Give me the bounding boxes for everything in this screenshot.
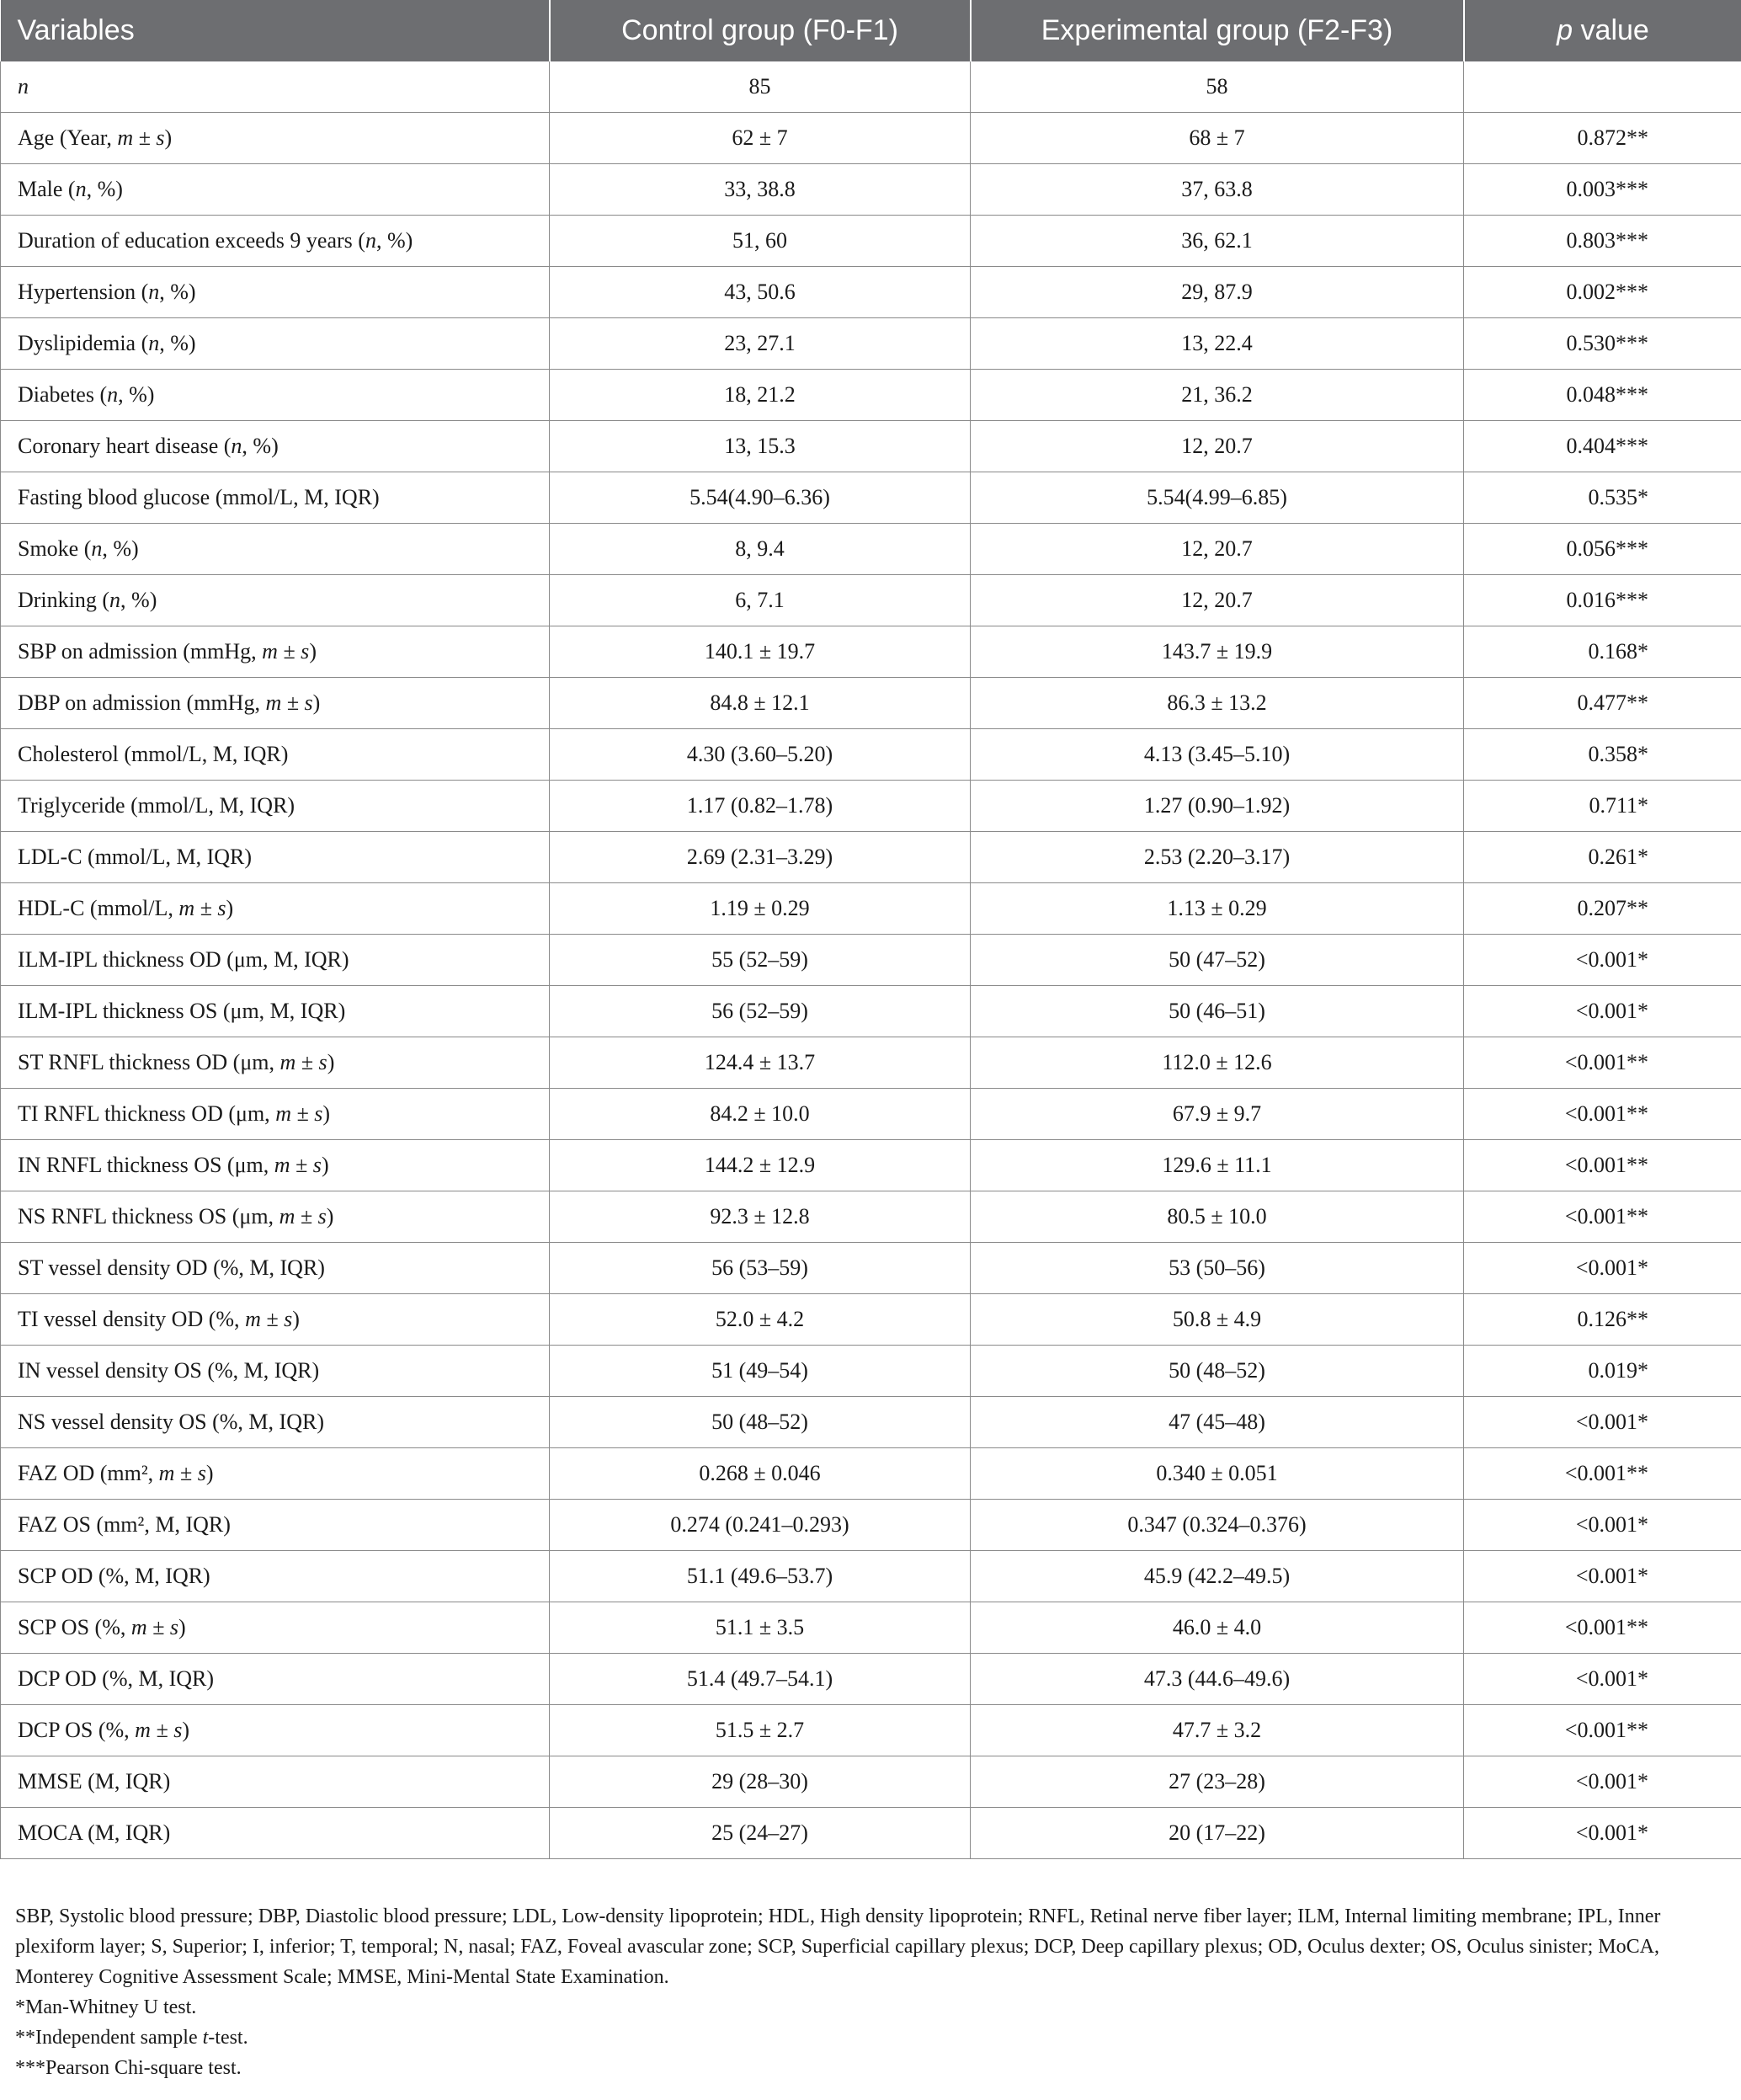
variable-suffix: ) bbox=[205, 1461, 214, 1485]
variable-italic: m ± s bbox=[130, 1615, 179, 1639]
cell-variable bbox=[1, 370, 550, 421]
variable-italic: n bbox=[75, 177, 87, 201]
cell-p-value: <0.001** bbox=[1464, 1037, 1741, 1089]
table-row bbox=[1, 1191, 1741, 1243]
cell-p-value bbox=[1464, 61, 1741, 113]
variable-text: Triglyceride (mmol/L, M, IQR) bbox=[18, 793, 295, 818]
cell-experimental: 0.340 ± 0.051 bbox=[971, 1448, 1464, 1500]
variable-suffix: ) bbox=[292, 1307, 300, 1331]
cell-control: 2.69 (2.31–3.29) bbox=[550, 832, 971, 883]
cell-p-value: 0.016*** bbox=[1464, 575, 1741, 626]
footnote-abbreviations: SBP, Systolic blood pressure; DBP, Diastolic blood pressure; LDL, Low-density lipoprotein; HDL, High density lipoprotein; RNFL, Retinal nerve fiber layer; ILM, Internal limiting membrane; IPL, Inner plexiform layer; S, Superior; I, inferior; T, temporal; N, nasal; FAZ, Foveal avascular zone; SCP, Superficial capillary plexus; DCP, Deep capillary plexus; OD, Oculus dexter; OS, Oculus sinister; MoCA, Monterey Cognitive Assessment Scale; MMSE, Mini-Mental State Examination. bbox=[15, 1905, 1661, 1988]
variable-suffix: ) bbox=[327, 1050, 335, 1074]
variable-text: ILM-IPL thickness OS (μm, M, IQR) bbox=[18, 999, 346, 1023]
variable-text: FAZ OS (mm², M, IQR) bbox=[18, 1512, 231, 1537]
variable-italic: n bbox=[365, 228, 376, 253]
table-row bbox=[1, 164, 1741, 216]
cell-control: 51.4 (49.7–54.1) bbox=[550, 1654, 971, 1705]
cell-experimental: 20 (17–22) bbox=[971, 1808, 1464, 1859]
footnote-double-pre: **Independent sample bbox=[15, 2027, 203, 2049]
table-footnotes bbox=[15, 1901, 1724, 2083]
cell-p-value: <0.001* bbox=[1464, 1551, 1741, 1602]
cell-p-value: 0.019* bbox=[1464, 1346, 1741, 1397]
cell-p-value: <0.001** bbox=[1464, 1602, 1741, 1654]
variable-italic: n bbox=[18, 74, 29, 99]
table-row bbox=[1, 935, 1741, 986]
table-row bbox=[1, 267, 1741, 318]
cell-variable bbox=[1, 421, 550, 472]
table-header bbox=[1, 0, 1741, 61]
cell-control: 92.3 ± 12.8 bbox=[550, 1191, 971, 1243]
cell-variable bbox=[1, 1140, 550, 1191]
variable-italic: n bbox=[91, 536, 103, 561]
variable-italic: m ± s bbox=[262, 639, 310, 664]
cell-experimental: 27 (23–28) bbox=[971, 1756, 1464, 1808]
cell-p-value: 0.168* bbox=[1464, 626, 1741, 678]
variable-italic: m ± s bbox=[178, 896, 226, 920]
table-row bbox=[1, 1346, 1741, 1397]
cell-control: 124.4 ± 13.7 bbox=[550, 1037, 971, 1089]
table-row bbox=[1, 1037, 1741, 1089]
cell-variable bbox=[1, 986, 550, 1037]
variable-italic: n bbox=[107, 382, 119, 407]
variable-suffix: , %) bbox=[159, 331, 196, 355]
cell-experimental: 1.27 (0.90–1.92) bbox=[971, 781, 1464, 832]
header-variables: Variables bbox=[1, 0, 550, 61]
footnote-double-post: -test. bbox=[208, 2027, 248, 2049]
cell-variable bbox=[1, 1448, 550, 1500]
cell-control: 52.0 ± 4.2 bbox=[550, 1294, 971, 1346]
cell-p-value: <0.001* bbox=[1464, 1397, 1741, 1448]
cell-p-value: <0.001* bbox=[1464, 1243, 1741, 1294]
variable-text: Fasting blood glucose (mmol/L, M, IQR) bbox=[18, 485, 380, 509]
cell-control: 56 (52–59) bbox=[550, 986, 971, 1037]
variable-text: Male ( bbox=[18, 177, 76, 201]
variable-italic: m ± s bbox=[275, 1101, 323, 1126]
cell-experimental: 50 (46–51) bbox=[971, 986, 1464, 1037]
variable-suffix: ) bbox=[312, 690, 321, 715]
cell-experimental: 129.6 ± 11.1 bbox=[971, 1140, 1464, 1191]
table-row bbox=[1, 1602, 1741, 1654]
variable-italic: m ± s bbox=[158, 1461, 206, 1485]
cell-variable bbox=[1, 1500, 550, 1551]
cell-experimental: 143.7 ± 19.9 bbox=[971, 626, 1464, 678]
table-row bbox=[1, 575, 1741, 626]
variable-text: MMSE (M, IQR) bbox=[18, 1769, 171, 1794]
cell-experimental: 53 (50–56) bbox=[971, 1243, 1464, 1294]
cell-control: 43, 50.6 bbox=[550, 267, 971, 318]
cell-control: 51.1 ± 3.5 bbox=[550, 1602, 971, 1654]
cell-control: 84.2 ± 10.0 bbox=[550, 1089, 971, 1140]
footnote-triple-star: ***Pearson Chi-square test. bbox=[15, 2057, 242, 2079]
cell-experimental: 45.9 (42.2–49.5) bbox=[971, 1551, 1464, 1602]
cell-p-value: <0.001** bbox=[1464, 1140, 1741, 1191]
cell-control: 25 (24–27) bbox=[550, 1808, 971, 1859]
cell-experimental: 12, 20.7 bbox=[971, 575, 1464, 626]
variable-italic: m ± s bbox=[135, 1718, 183, 1742]
cell-variable bbox=[1, 1808, 550, 1859]
cell-control: 0.268 ± 0.046 bbox=[550, 1448, 971, 1500]
variable-suffix: ) bbox=[182, 1718, 190, 1742]
cell-experimental: 29, 87.9 bbox=[971, 267, 1464, 318]
cell-p-value: <0.001* bbox=[1464, 935, 1741, 986]
variable-suffix: , %) bbox=[120, 588, 157, 612]
cell-p-value: <0.001* bbox=[1464, 1808, 1741, 1859]
variable-suffix: ) bbox=[321, 1153, 329, 1177]
cell-control: 0.274 (0.241–0.293) bbox=[550, 1500, 971, 1551]
cell-control: 13, 15.3 bbox=[550, 421, 971, 472]
cell-experimental: 50 (48–52) bbox=[971, 1346, 1464, 1397]
table-row bbox=[1, 678, 1741, 729]
cell-variable bbox=[1, 575, 550, 626]
cell-variable bbox=[1, 832, 550, 883]
cell-variable bbox=[1, 1346, 550, 1397]
cell-p-value: 0.404*** bbox=[1464, 421, 1741, 472]
cell-p-value: 0.872** bbox=[1464, 113, 1741, 164]
variable-suffix: ) bbox=[326, 1204, 334, 1229]
cell-variable bbox=[1, 113, 550, 164]
cell-p-value: 0.207** bbox=[1464, 883, 1741, 935]
table-row bbox=[1, 1705, 1741, 1756]
cell-variable bbox=[1, 472, 550, 524]
variable-italic: m ± s bbox=[265, 690, 313, 715]
variable-text: SBP on admission (mmHg, bbox=[18, 639, 263, 664]
table-row bbox=[1, 1654, 1741, 1705]
variable-italic: m ± s bbox=[280, 1050, 327, 1074]
variable-italic: m ± s bbox=[117, 125, 165, 150]
cell-variable bbox=[1, 729, 550, 781]
cell-control: 144.2 ± 12.9 bbox=[550, 1140, 971, 1191]
cell-p-value: 0.048*** bbox=[1464, 370, 1741, 421]
variable-suffix: , %) bbox=[102, 536, 139, 561]
variable-text: MOCA (M, IQR) bbox=[18, 1820, 171, 1845]
cell-control: 56 (53–59) bbox=[550, 1243, 971, 1294]
variable-text: Cholesterol (mmol/L, M, IQR) bbox=[18, 742, 289, 766]
variable-italic: m ± s bbox=[279, 1204, 327, 1229]
table-row bbox=[1, 1808, 1741, 1859]
table-row bbox=[1, 729, 1741, 781]
cell-experimental: 13, 22.4 bbox=[971, 318, 1464, 370]
variable-italic: m ± s bbox=[245, 1307, 293, 1331]
cell-p-value: <0.001* bbox=[1464, 986, 1741, 1037]
cell-experimental: 36, 62.1 bbox=[971, 216, 1464, 267]
table-row bbox=[1, 1756, 1741, 1808]
variable-text: IN RNFL thickness OS (μm, bbox=[18, 1153, 274, 1177]
variable-text: ST vessel density OD (%, M, IQR) bbox=[18, 1255, 325, 1280]
cell-variable bbox=[1, 678, 550, 729]
cell-p-value: <0.001* bbox=[1464, 1756, 1741, 1808]
variable-suffix: ) bbox=[226, 896, 234, 920]
cell-control: 4.30 (3.60–5.20) bbox=[550, 729, 971, 781]
cell-variable bbox=[1, 1602, 550, 1654]
variable-text: DCP OD (%, M, IQR) bbox=[18, 1666, 215, 1691]
cell-variable bbox=[1, 524, 550, 575]
variable-text: NS RNFL thickness OS (μm, bbox=[18, 1204, 280, 1229]
table-row bbox=[1, 626, 1741, 678]
cell-p-value: 0.056*** bbox=[1464, 524, 1741, 575]
cell-variable bbox=[1, 626, 550, 678]
footnote-single-star: *Man-Whitney U test. bbox=[15, 1996, 197, 2018]
cell-p-value: 0.358* bbox=[1464, 729, 1741, 781]
cell-p-value: <0.001* bbox=[1464, 1654, 1741, 1705]
cell-experimental: 0.347 (0.324–0.376) bbox=[971, 1500, 1464, 1551]
cell-control: 85 bbox=[550, 61, 971, 113]
cell-experimental: 80.5 ± 10.0 bbox=[971, 1191, 1464, 1243]
cell-experimental: 2.53 (2.20–3.17) bbox=[971, 832, 1464, 883]
cell-p-value: 0.261* bbox=[1464, 832, 1741, 883]
cell-variable bbox=[1, 1037, 550, 1089]
variable-text: Coronary heart disease ( bbox=[18, 434, 232, 458]
cell-p-value: 0.530*** bbox=[1464, 318, 1741, 370]
cell-variable bbox=[1, 1089, 550, 1140]
table-row bbox=[1, 1397, 1741, 1448]
variable-italic: n bbox=[148, 331, 160, 355]
cell-control: 62 ± 7 bbox=[550, 113, 971, 164]
variable-suffix: ) bbox=[178, 1615, 186, 1639]
variable-suffix: , %) bbox=[375, 228, 413, 253]
cell-experimental: 47 (45–48) bbox=[971, 1397, 1464, 1448]
cell-control: 55 (52–59) bbox=[550, 935, 971, 986]
variable-text: HDL-C (mmol/L, bbox=[18, 896, 179, 920]
cell-experimental: 50 (47–52) bbox=[971, 935, 1464, 986]
cell-variable bbox=[1, 164, 550, 216]
cell-p-value: 0.003*** bbox=[1464, 164, 1741, 216]
cell-experimental: 12, 20.7 bbox=[971, 421, 1464, 472]
variable-text: Duration of education exceeds 9 years ( bbox=[18, 228, 365, 253]
cell-variable bbox=[1, 1551, 550, 1602]
cell-control: 84.8 ± 12.1 bbox=[550, 678, 971, 729]
cell-experimental: 4.13 (3.45–5.10) bbox=[971, 729, 1464, 781]
cell-control: 5.54(4.90–6.36) bbox=[550, 472, 971, 524]
table-row bbox=[1, 1448, 1741, 1500]
variable-text: ILM-IPL thickness OD (μm, M, IQR) bbox=[18, 947, 349, 972]
cell-control: 51, 60 bbox=[550, 216, 971, 267]
cell-variable bbox=[1, 318, 550, 370]
cell-variable bbox=[1, 1191, 550, 1243]
cell-experimental: 37, 63.8 bbox=[971, 164, 1464, 216]
cell-variable bbox=[1, 1294, 550, 1346]
table-row bbox=[1, 421, 1741, 472]
table-row bbox=[1, 370, 1741, 421]
table-row bbox=[1, 781, 1741, 832]
variable-text: FAZ OD (mm², bbox=[18, 1461, 159, 1485]
header-p-italic: p bbox=[1557, 14, 1573, 46]
cell-control: 8, 9.4 bbox=[550, 524, 971, 575]
table-row bbox=[1, 318, 1741, 370]
variable-text: LDL-C (mmol/L, M, IQR) bbox=[18, 845, 253, 869]
cell-variable bbox=[1, 216, 550, 267]
variable-suffix: ) bbox=[309, 639, 317, 664]
table-row bbox=[1, 986, 1741, 1037]
cell-variable bbox=[1, 267, 550, 318]
cell-experimental: 68 ± 7 bbox=[971, 113, 1464, 164]
variable-text: Age (Year, bbox=[18, 125, 118, 150]
cell-variable bbox=[1, 883, 550, 935]
cell-experimental: 47.7 ± 3.2 bbox=[971, 1705, 1464, 1756]
cell-control: 51.5 ± 2.7 bbox=[550, 1705, 971, 1756]
cell-control: 1.17 (0.82–1.78) bbox=[550, 781, 971, 832]
table-row bbox=[1, 1089, 1741, 1140]
table-body bbox=[1, 61, 1741, 1859]
cell-control: 51 (49–54) bbox=[550, 1346, 971, 1397]
variable-text: Smoke ( bbox=[18, 536, 92, 561]
cell-experimental: 58 bbox=[971, 61, 1464, 113]
variable-text: TI vessel density OD (%, bbox=[18, 1307, 246, 1331]
variable-suffix: , %) bbox=[86, 177, 123, 201]
cell-experimental: 1.13 ± 0.29 bbox=[971, 883, 1464, 935]
variable-text: NS vessel density OS (%, M, IQR) bbox=[18, 1410, 324, 1434]
variable-text: Dyslipidemia ( bbox=[18, 331, 149, 355]
cell-variable bbox=[1, 1654, 550, 1705]
cell-experimental: 12, 20.7 bbox=[971, 524, 1464, 575]
table-row bbox=[1, 1551, 1741, 1602]
variable-italic: n bbox=[109, 588, 121, 612]
variable-text: Hypertension ( bbox=[18, 280, 149, 304]
table-row bbox=[1, 472, 1741, 524]
table-row bbox=[1, 113, 1741, 164]
cell-variable bbox=[1, 1756, 550, 1808]
cell-experimental: 112.0 ± 12.6 bbox=[971, 1037, 1464, 1089]
cell-variable bbox=[1, 935, 550, 986]
cell-variable bbox=[1, 1243, 550, 1294]
cell-control: 51.1 (49.6–53.7) bbox=[550, 1551, 971, 1602]
cell-p-value: 0.535* bbox=[1464, 472, 1741, 524]
table-row bbox=[1, 216, 1741, 267]
cell-variable bbox=[1, 61, 550, 113]
cell-variable bbox=[1, 781, 550, 832]
cell-p-value: <0.001* bbox=[1464, 1500, 1741, 1551]
cell-p-value: 0.803*** bbox=[1464, 216, 1741, 267]
table-row bbox=[1, 1140, 1741, 1191]
table-row bbox=[1, 1243, 1741, 1294]
cell-p-value: <0.001** bbox=[1464, 1705, 1741, 1756]
cell-p-value: <0.001** bbox=[1464, 1448, 1741, 1500]
cell-p-value: 0.477** bbox=[1464, 678, 1741, 729]
table-row bbox=[1, 524, 1741, 575]
variable-text: SCP OD (%, M, IQR) bbox=[18, 1564, 210, 1588]
header-control-group: Control group (F0-F1) bbox=[550, 0, 971, 61]
header-row bbox=[1, 0, 1741, 61]
cell-control: 29 (28–30) bbox=[550, 1756, 971, 1808]
cell-control: 33, 38.8 bbox=[550, 164, 971, 216]
cell-variable bbox=[1, 1705, 550, 1756]
cell-experimental: 5.54(4.99–6.85) bbox=[971, 472, 1464, 524]
header-p-value: p value bbox=[1464, 0, 1741, 61]
variable-italic: n bbox=[231, 434, 242, 458]
variable-text: Diabetes ( bbox=[18, 382, 108, 407]
cell-control: 18, 21.2 bbox=[550, 370, 971, 421]
variable-text: Drinking ( bbox=[18, 588, 110, 612]
variable-suffix: , %) bbox=[159, 280, 196, 304]
cell-control: 50 (48–52) bbox=[550, 1397, 971, 1448]
cell-p-value: 0.002*** bbox=[1464, 267, 1741, 318]
variable-text: IN vessel density OS (%, M, IQR) bbox=[18, 1358, 320, 1383]
cell-experimental: 47.3 (44.6–49.6) bbox=[971, 1654, 1464, 1705]
cell-experimental: 21, 36.2 bbox=[971, 370, 1464, 421]
variable-text: SCP OS (%, bbox=[18, 1615, 131, 1639]
variable-suffix: ) bbox=[322, 1101, 331, 1126]
variable-text: ST RNFL thickness OD (μm, bbox=[18, 1050, 280, 1074]
cell-p-value: <0.001** bbox=[1464, 1191, 1741, 1243]
cell-experimental: 50.8 ± 4.9 bbox=[971, 1294, 1464, 1346]
cell-p-value: 0.126** bbox=[1464, 1294, 1741, 1346]
table-row bbox=[1, 883, 1741, 935]
cell-experimental: 86.3 ± 13.2 bbox=[971, 678, 1464, 729]
table-row bbox=[1, 832, 1741, 883]
cell-control: 140.1 ± 19.7 bbox=[550, 626, 971, 678]
variable-suffix: ) bbox=[164, 125, 173, 150]
cell-experimental: 67.9 ± 9.7 bbox=[971, 1089, 1464, 1140]
variable-text: DBP on admission (mmHg, bbox=[18, 690, 266, 715]
cell-p-value: 0.711* bbox=[1464, 781, 1741, 832]
variable-text: TI RNFL thickness OD (μm, bbox=[18, 1101, 276, 1126]
cell-experimental: 46.0 ± 4.0 bbox=[971, 1602, 1464, 1654]
header-experimental-group: Experimental group (F2-F3) bbox=[971, 0, 1464, 61]
cell-variable bbox=[1, 1397, 550, 1448]
table-row bbox=[1, 1294, 1741, 1346]
variable-suffix: , %) bbox=[118, 382, 155, 407]
cell-control: 23, 27.1 bbox=[550, 318, 971, 370]
footnote-double-star bbox=[15, 2023, 1724, 2053]
cell-control: 6, 7.1 bbox=[550, 575, 971, 626]
variable-text: DCP OS (%, bbox=[18, 1718, 136, 1742]
variable-italic: n bbox=[148, 280, 160, 304]
cell-p-value: <0.001** bbox=[1464, 1089, 1741, 1140]
variable-suffix: , %) bbox=[242, 434, 279, 458]
cell-control: 1.19 ± 0.29 bbox=[550, 883, 971, 935]
table-row bbox=[1, 1500, 1741, 1551]
footnote-double-italic: t bbox=[202, 2027, 209, 2049]
table-row bbox=[1, 61, 1741, 113]
variable-italic: m ± s bbox=[274, 1153, 322, 1177]
